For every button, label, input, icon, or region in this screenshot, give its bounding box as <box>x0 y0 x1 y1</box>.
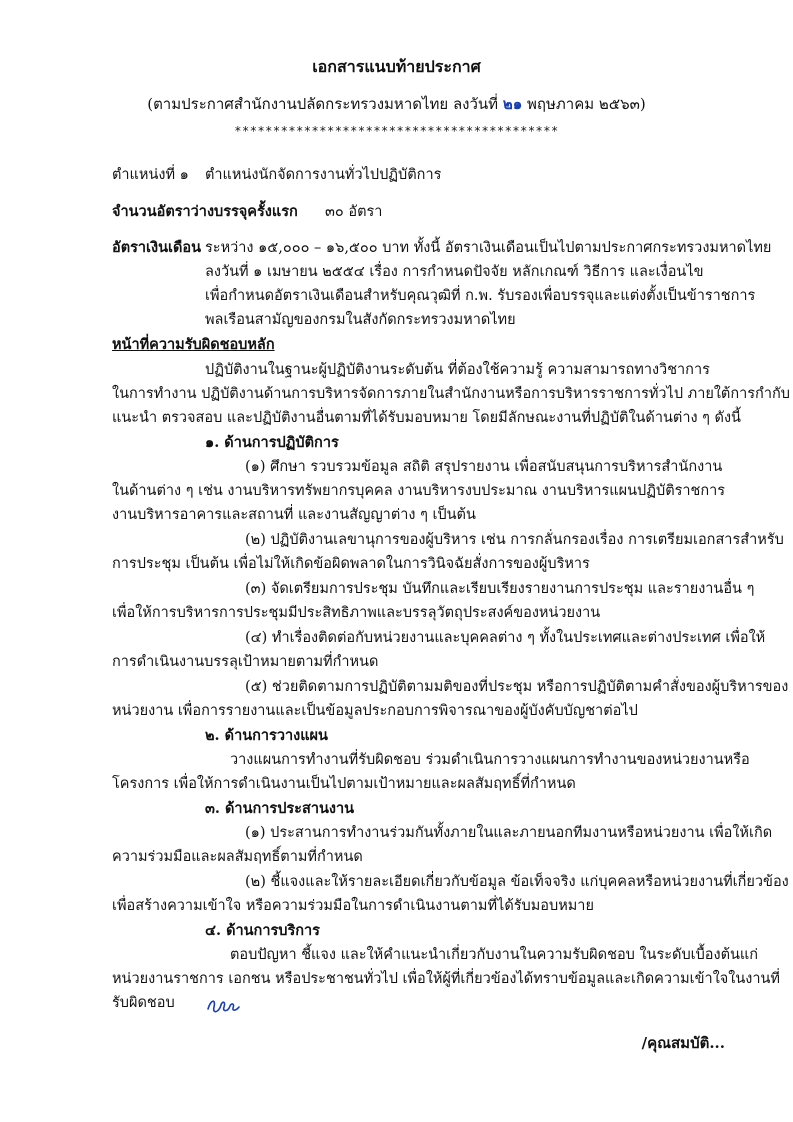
duties-intro-line: ปฏิบัติงานในฐานะผู้ปฏิบัติงานระดับต้น ที่ต้องใช้ความรู้ ความสามารถทางวิชาการ <box>205 362 710 378</box>
section-heading-operations: ๑. ด้านการปฏิบัติการ <box>205 434 339 451</box>
duty-line: (๔) ทำเรื่องติดต่อกับหน่วยงานและบุคคลต่าง ๆ ทั้งในประเทศและต่างประเทศ เพื่อให้ <box>245 630 766 646</box>
duty-line: เพื่อให้การบริหารการประชุมมีประสิทธิภาพและบรรลุวัตถุประสงค์ของหน่วยงาน <box>112 605 601 621</box>
duty-line: (๒) ปฏิบัติงานเลขานุการของผู้บริหาร เช่น การกลั่นกรองเรื่อง การเตรียมเอกสารสำหรับ <box>245 532 784 548</box>
duty-line: หน่วยงาน เพื่อการรายงานและเป็นข้อมูลประกอบการพิจารณาของผู้บังคับบัญชาต่อไป <box>112 703 638 719</box>
subtitle-suffix: พฤษภาคม ๒๕๖๓) <box>527 95 646 113</box>
initials-signature-icon <box>205 995 241 1017</box>
duty-line: (๑) ประสานการทำงานร่วมกันทั้งภายในและภายนอกทีมงานหรือหน่วยงาน เพื่อให้เกิด <box>245 825 773 841</box>
duty-line: รับผิดชอบ <box>112 995 175 1011</box>
duty-line: (๓) จัดเตรียมการประชุม บันทึกและเรียบเรียงรายงานการประชุม และรายงานอื่น ๆ <box>245 581 755 597</box>
vacancy-label: จำนวนอัตราว่างบรรจุครั้งแรก <box>112 203 298 220</box>
duties-heading: หน้าที่ความรับผิดชอบหลัก <box>112 336 275 353</box>
duty-line: ในด้านต่าง ๆ เช่น งานบริหารทรัพยากรบุคคล งานบริหารงบประมาณ งานบริหารแผนปฏิบัติราชการ <box>112 483 726 499</box>
section-heading-service: ๔. ด้านการบริการ <box>205 922 320 939</box>
subtitle-prefix: (ตามประกาศสำนักงานปลัดกระทรวงมหาดไทย ลงวันที่ <box>147 95 499 113</box>
duty-line: การดำเนินงานบรรลุเป้าหมายตามที่กำหนด <box>112 654 379 670</box>
salary-line: เพื่อกำหนดอัตราเงินเดือนสำหรับคุณวุฒิที่ ก.พ. รับรองเพื่อบรรจุและแต่งตั้งเป็นข้าราชการ <box>205 288 756 304</box>
duty-line: (๒) ชี้แจงและให้รายละเอียดเกี่ยวกับข้อมูล ข้อเท็จจริง แก่บุคคลหรือหน่วยงานที่เกี่ยวข้อง <box>245 874 789 890</box>
continuation-label: /คุณสมบัติ... <box>641 1034 725 1052</box>
duties-intro-line: ในการทำงาน ปฏิบัติงานด้านการบริหารจัดการภายในสำนักงานหรือการบริหารราชการทั่วไป ภายใต้การกำกับ <box>112 386 790 402</box>
duty-line: ความร่วมมือและผลสัมฤทธิ์ตามที่กำหนด <box>112 849 363 865</box>
duty-line: เพื่อสร้างความเข้าใจ หรือความร่วมมือในการดำเนินงานตามที่ได้รับมอบหมาย <box>112 898 594 914</box>
vacancy-value: ๓๐ อัตรา <box>325 204 383 220</box>
salary-line: ลงวันที่ ๑ เมษายน ๒๕๕๔ เรื่อง การกำหนดปัจจัย หลักเกณฑ์ วิธีการ และเงื่อนไข <box>205 264 704 280</box>
section-heading-coordination: ๓. ด้านการประสานงาน <box>205 800 355 817</box>
position-value: ตำแหน่งนักจัดการงานทั่วไปปฏิบัติการ <box>205 167 442 183</box>
duty-line: งานบริหารอาคารและสถานที่ และงานสัญญาต่าง ๆ เป็นต้น <box>112 507 476 523</box>
subtitle-day: ๒๑ <box>502 95 523 113</box>
star-divider: ****************************************** <box>234 124 559 138</box>
duty-line: โครงการ เพื่อให้การดำเนินงานเป็นไปตามเป้าหมายและผลสัมฤทธิ์ที่กำหนด <box>112 776 576 792</box>
duties-intro-line: แนะนำ ตรวจสอบ และปฏิบัติงานอื่นตามที่ได้รับมอบหมาย โดยมีลักษณะงานที่ปฏิบัติในด้านต่าง ๆ ดังนี้ <box>112 410 741 426</box>
duty-line: หน่วยงานราชการ เอกชน หรือประชาชนทั่วไป เพื่อให้ผู้ที่เกี่ยวข้องได้ทราบข้อมูลและเกิดความเข้าใจในงานที่ <box>112 971 780 987</box>
duty-line: (๕) ช่วยติดตามการปฏิบัติตามมติของที่ประชุม หรือการปฏิบัติตามคำสั่งของผู้บริหารของ <box>245 679 789 695</box>
duty-line: (๑) ศึกษา รวบรวมข้อมูล สถิติ สรุปรายงาน เพื่อสนับสนุนการบริหารสำนักงาน <box>245 459 723 475</box>
document-title: เอกสารแนบท้ายประกาศ <box>312 57 481 76</box>
section-heading-planning: ๒. ด้านการวางแผน <box>205 727 328 744</box>
salary-label: อัตราเงินเดือน <box>112 239 201 256</box>
salary-line: ระหว่าง ๑๕,๐๐๐ – ๑๖,๕๐๐ บาท ทั้งนี้ อัตราเงินเดือนเป็นไปตามประกาศกระทรวงมหาดไทย <box>205 240 772 256</box>
document-subtitle <box>0 92 793 116</box>
duty-line: ตอบปัญหา ชี้แจง และให้คำแนะนำเกี่ยวกับงานในความรับผิดชอบ ในระดับเบื้องต้นแก่ <box>230 947 759 963</box>
position-label: ตำแหน่งที่ ๑ <box>112 167 189 183</box>
duty-line: การประชุม เป็นต้น เพื่อไม่ให้เกิดข้อผิดพลาดในการวินิจฉัยสั่งการของผู้บริหาร <box>112 556 590 572</box>
salary-line: พลเรือนสามัญของกรมในสังกัดกระทรวงมหาดไทย <box>205 312 516 328</box>
duty-line: วางแผนการทำงานที่รับผิดชอบ ร่วมดำเนินการวางแผนการทำงานของหน่วยงานหรือ <box>230 752 750 768</box>
